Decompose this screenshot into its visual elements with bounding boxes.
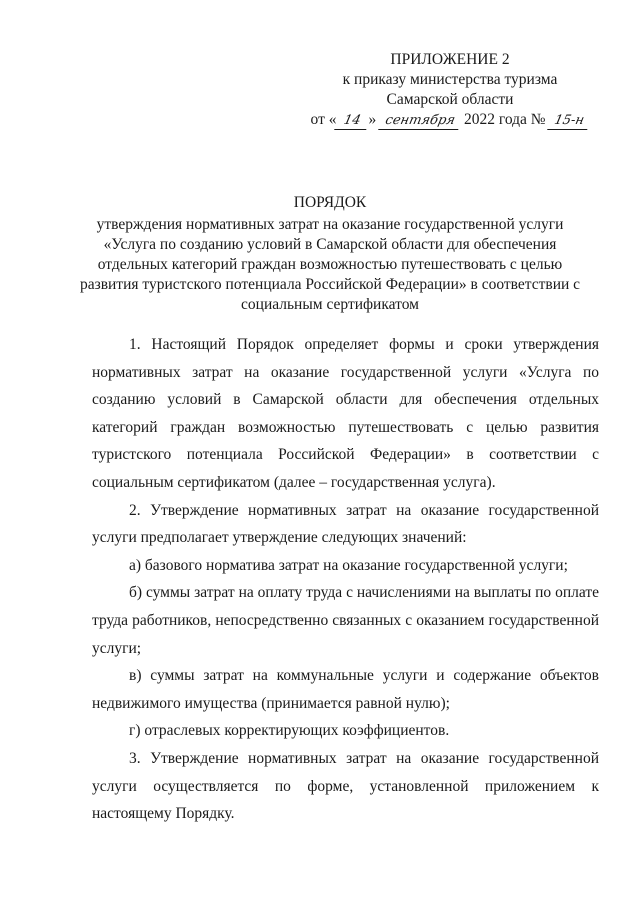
annex-header <box>300 50 600 130</box>
date-prefix: от « <box>310 111 337 128</box>
document-title <box>60 193 600 315</box>
title-heading: ПОРЯДОК <box>293 194 367 211</box>
handwritten-day: 14 <box>335 113 371 130</box>
paragraph-2: 2. Утверждение нормативных затрат на оказание государственной услуги предполагает утверждение следующих значений: <box>92 501 599 547</box>
annex-date-line <box>300 110 600 130</box>
title-line: социальным сертификатом <box>241 296 419 313</box>
title-line: утверждения нормативных затрат на оказание государственной услуги <box>96 216 564 233</box>
handwritten-month: сентября <box>378 113 462 130</box>
list-item-c: в) суммы затрат на коммунальные услуги и содержание объектов недвижимого имущества (принимается равной нулю); <box>92 667 599 712</box>
title-line: «Услуга по созданию условий в Самарской области для обеспечения <box>103 236 557 253</box>
list-item-a: а) базового норматива затрат на оказание государственной услуги; <box>129 556 568 574</box>
date-mid: » <box>368 111 377 128</box>
paragraph-3: 3. Утверждение нормативных затрат на оказание государственной услуги осуществляется по форме, установленной приложением к настоящему Порядку. <box>92 749 599 823</box>
title-line: отдельных категорий граждан возможностью путешествовать с целью <box>97 256 563 273</box>
list-item-b: б) суммы затрат на оплату труда с начислениями на выплаты по оплате труда работников, непосредственно связанных с оказанием государственной услуги; <box>92 584 599 657</box>
paragraph-1: 1. Настоящий Порядок определяет формы и сроки утверждения нормативных затрат на оказание государственной услуги «Услуга по созданию условий в Самарской области для обеспечения отдельных категорий граждан возможностью путешествовать с целью развития туристского потенциала Российской Федерации» в соответствии с социальным сертификатом (далее – государственная услуга). <box>92 336 599 491</box>
handwritten-order-number: 15-н <box>548 113 592 130</box>
date-year: 2022 года № <box>463 111 546 128</box>
annex-order-line: к приказу министерства туризма <box>342 71 558 88</box>
title-line: развития туристского потенциала Российской Федерации» в соответствии с <box>79 276 581 293</box>
document-body <box>92 331 599 828</box>
annex-title: ПРИЛОЖЕНИЕ 2 <box>390 51 510 68</box>
list-item-d: г) отраслевых корректирующих коэффициентов. <box>129 722 450 740</box>
annex-region-line: Самарской области <box>386 91 514 108</box>
